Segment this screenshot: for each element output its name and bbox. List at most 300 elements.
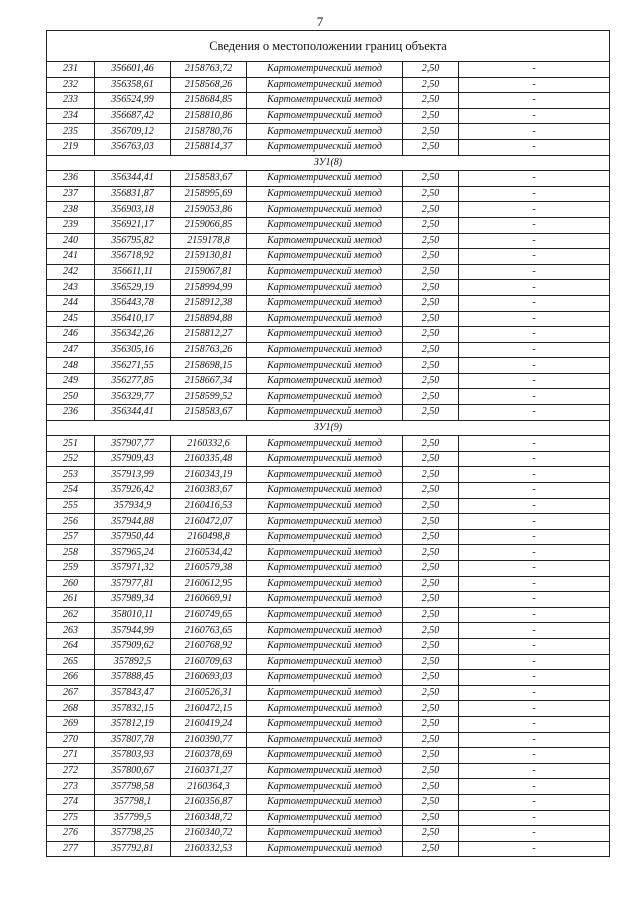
note-cell: - (459, 311, 610, 327)
point-number-cell: 261 (47, 592, 95, 608)
coordinate-y-cell: 2158583,67 (171, 171, 247, 187)
coordinate-y-cell: 2160612,95 (171, 576, 247, 592)
point-number-cell: 256 (47, 514, 95, 530)
point-number-cell: 257 (47, 529, 95, 545)
table-row (47, 280, 610, 296)
method-cell: Картометрический метод (247, 124, 403, 140)
coordinate-y-cell: 2160364,3 (171, 779, 247, 795)
coordinate-x-cell: 356763,03 (95, 139, 171, 155)
table-row (47, 233, 610, 249)
table-row (47, 592, 610, 608)
note-cell: - (459, 358, 610, 374)
coordinate-x-cell: 358010,11 (95, 607, 171, 623)
method-cell: Картометрический метод (247, 108, 403, 124)
coordinate-x-cell: 357812,19 (95, 716, 171, 732)
method-cell: Картометрический метод (247, 186, 403, 202)
coordinate-y-cell: 2158912,38 (171, 295, 247, 311)
coordinate-x-cell: 356305,16 (95, 342, 171, 358)
coordinate-y-cell: 2160378,69 (171, 748, 247, 764)
method-cell: Картометрический метод (247, 685, 403, 701)
accuracy-cell: 2,50 (403, 327, 459, 343)
note-cell: - (459, 498, 610, 514)
note-cell: - (459, 748, 610, 764)
accuracy-cell: 2,50 (403, 108, 459, 124)
accuracy-cell: 2,50 (403, 763, 459, 779)
table-row (47, 93, 610, 109)
coordinate-x-cell: 356921,17 (95, 217, 171, 233)
table-row (47, 451, 610, 467)
coordinate-y-cell: 2160472,07 (171, 514, 247, 530)
note-cell: - (459, 124, 610, 140)
coordinate-y-cell: 2160763,65 (171, 623, 247, 639)
table-row (47, 623, 610, 639)
note-cell: - (459, 826, 610, 842)
point-number-cell: 242 (47, 264, 95, 280)
accuracy-cell: 2,50 (403, 93, 459, 109)
point-number-cell: 231 (47, 62, 95, 78)
point-number-cell: 271 (47, 748, 95, 764)
coordinate-x-cell: 356443,78 (95, 295, 171, 311)
method-cell: Картометрический метод (247, 217, 403, 233)
accuracy-cell: 2,50 (403, 654, 459, 670)
accuracy-cell: 2,50 (403, 186, 459, 202)
method-cell: Картометрический метод (247, 202, 403, 218)
coordinate-x-cell: 357977,81 (95, 576, 171, 592)
accuracy-cell: 2,50 (403, 607, 459, 623)
note-cell: - (459, 217, 610, 233)
accuracy-cell: 2,50 (403, 810, 459, 826)
coordinate-x-cell: 356358,61 (95, 77, 171, 93)
note-cell: - (459, 108, 610, 124)
method-cell: Картометрический метод (247, 545, 403, 561)
coordinate-x-cell: 356687,42 (95, 108, 171, 124)
coordinate-x-cell: 356271,55 (95, 358, 171, 374)
note-cell: - (459, 545, 610, 561)
note-cell: - (459, 529, 610, 545)
coordinate-x-cell: 357798,1 (95, 794, 171, 810)
table-row (47, 607, 610, 623)
accuracy-cell: 2,50 (403, 405, 459, 421)
coordinate-y-cell: 2160416,53 (171, 498, 247, 514)
accuracy-cell: 2,50 (403, 436, 459, 452)
table-row (47, 62, 610, 78)
method-cell: Картометрический метод (247, 171, 403, 187)
table-row (47, 514, 610, 530)
point-number-cell: 265 (47, 654, 95, 670)
page-number: 7 (316, 14, 324, 29)
point-number-cell: 263 (47, 623, 95, 639)
coordinate-y-cell: 2158568,26 (171, 77, 247, 93)
point-number-cell: 249 (47, 373, 95, 389)
accuracy-cell: 2,50 (403, 483, 459, 499)
accuracy-cell: 2,50 (403, 623, 459, 639)
coordinate-x-cell: 356529,19 (95, 280, 171, 296)
coordinate-y-cell: 2160669,91 (171, 592, 247, 608)
point-number-cell: 259 (47, 561, 95, 577)
method-cell: Картометрический метод (247, 249, 403, 265)
coordinate-x-cell: 357965,24 (95, 545, 171, 561)
method-cell: Картометрический метод (247, 529, 403, 545)
note-cell: - (459, 327, 610, 343)
point-number-cell: 244 (47, 295, 95, 311)
coordinate-x-cell: 357934,9 (95, 498, 171, 514)
coordinate-y-cell: 2158995,69 (171, 186, 247, 202)
coordinate-y-cell: 2160749,65 (171, 607, 247, 623)
note-cell: - (459, 264, 610, 280)
coordinate-x-cell: 357971,32 (95, 561, 171, 577)
point-number-cell: 250 (47, 389, 95, 405)
table-row (47, 654, 610, 670)
table-row (47, 295, 610, 311)
method-cell: Картометрический метод (247, 233, 403, 249)
table-row (47, 810, 610, 826)
note-cell: - (459, 373, 610, 389)
table-row (47, 217, 610, 233)
method-cell: Картометрический метод (247, 748, 403, 764)
point-number-cell: 246 (47, 327, 95, 343)
coordinate-x-cell: 357832,15 (95, 701, 171, 717)
point-number-cell: 236 (47, 171, 95, 187)
table-row (47, 638, 610, 654)
accuracy-cell: 2,50 (403, 249, 459, 265)
accuracy-cell: 2,50 (403, 732, 459, 748)
method-cell: Картометрический метод (247, 405, 403, 421)
coordinate-y-cell: 2160356,87 (171, 794, 247, 810)
table-row (47, 826, 610, 842)
note-cell: - (459, 467, 610, 483)
point-number-cell: 251 (47, 436, 95, 452)
coordinate-x-cell: 356831,87 (95, 186, 171, 202)
coordinate-y-cell: 2158763,72 (171, 62, 247, 78)
note-cell: - (459, 810, 610, 826)
accuracy-cell: 2,50 (403, 264, 459, 280)
coordinate-y-cell: 2159130,81 (171, 249, 247, 265)
coordinate-x-cell: 357944,99 (95, 623, 171, 639)
method-cell: Картометрический метод (247, 93, 403, 109)
note-cell: - (459, 514, 610, 530)
point-number-cell: 264 (47, 638, 95, 654)
accuracy-cell: 2,50 (403, 124, 459, 140)
coordinate-x-cell: 357909,62 (95, 638, 171, 654)
accuracy-cell: 2,50 (403, 217, 459, 233)
note-cell: - (459, 202, 610, 218)
accuracy-cell: 2,50 (403, 638, 459, 654)
accuracy-cell: 2,50 (403, 342, 459, 358)
table-row (47, 794, 610, 810)
accuracy-cell: 2,50 (403, 139, 459, 155)
table-row (47, 327, 610, 343)
table-row (47, 498, 610, 514)
note-cell: - (459, 249, 610, 265)
table-row (47, 841, 610, 857)
point-number-cell: 234 (47, 108, 95, 124)
method-cell: Картометрический метод (247, 327, 403, 343)
coordinate-x-cell: 356524,99 (95, 93, 171, 109)
coordinate-x-cell: 356342,26 (95, 327, 171, 343)
accuracy-cell: 2,50 (403, 841, 459, 857)
note-cell: - (459, 93, 610, 109)
accuracy-cell: 2,50 (403, 311, 459, 327)
table-title: Сведения о местоположении границ объекта (47, 31, 610, 62)
note-cell: - (459, 670, 610, 686)
note-cell: - (459, 779, 610, 795)
section-label: ЗУ1(9) (47, 420, 610, 436)
point-number-cell: 236 (47, 405, 95, 421)
point-number-cell: 243 (47, 280, 95, 296)
coordinate-y-cell: 2160332,6 (171, 436, 247, 452)
coordinate-y-cell: 2160343,19 (171, 467, 247, 483)
note-cell: - (459, 732, 610, 748)
method-cell: Картометрический метод (247, 311, 403, 327)
coordinate-y-cell: 2160526,31 (171, 685, 247, 701)
coordinate-y-cell: 2160335,48 (171, 451, 247, 467)
point-number-cell: 241 (47, 249, 95, 265)
table-row (47, 763, 610, 779)
coordinate-y-cell: 2158812,27 (171, 327, 247, 343)
method-cell: Картометрический метод (247, 810, 403, 826)
method-cell: Картометрический метод (247, 623, 403, 639)
table-row (47, 436, 610, 452)
method-cell: Картометрический метод (247, 592, 403, 608)
point-number-cell: 267 (47, 685, 95, 701)
coordinate-x-cell: 357843,47 (95, 685, 171, 701)
table-row (47, 670, 610, 686)
note-cell: - (459, 576, 610, 592)
table-row (47, 186, 610, 202)
coordinate-x-cell: 357909,43 (95, 451, 171, 467)
accuracy-cell: 2,50 (403, 77, 459, 93)
note-cell: - (459, 763, 610, 779)
coordinate-y-cell: 2160419,24 (171, 716, 247, 732)
coordinate-y-cell: 2160534,42 (171, 545, 247, 561)
coordinate-x-cell: 357907,77 (95, 436, 171, 452)
coordinate-y-cell: 2159178,8 (171, 233, 247, 249)
accuracy-cell: 2,50 (403, 529, 459, 545)
accuracy-cell: 2,50 (403, 171, 459, 187)
accuracy-cell: 2,50 (403, 576, 459, 592)
point-number-cell: 274 (47, 794, 95, 810)
table-row (47, 405, 610, 421)
accuracy-cell: 2,50 (403, 561, 459, 577)
coordinate-y-cell: 2159067,81 (171, 264, 247, 280)
point-number-cell: 270 (47, 732, 95, 748)
accuracy-cell: 2,50 (403, 514, 459, 530)
coordinate-y-cell: 2158763,26 (171, 342, 247, 358)
point-number-cell: 262 (47, 607, 95, 623)
accuracy-cell: 2,50 (403, 748, 459, 764)
table-row (47, 264, 610, 280)
coordinate-y-cell: 2160383,67 (171, 483, 247, 499)
note-cell: - (459, 592, 610, 608)
coordinate-y-cell: 2160768,92 (171, 638, 247, 654)
coordinate-y-cell: 2160579,38 (171, 561, 247, 577)
boundary-table (46, 30, 610, 857)
point-number-cell: 273 (47, 779, 95, 795)
coordinate-y-cell: 2158894,88 (171, 311, 247, 327)
point-number-cell: 260 (47, 576, 95, 592)
point-number-cell: 258 (47, 545, 95, 561)
table-row (47, 467, 610, 483)
note-cell: - (459, 342, 610, 358)
method-cell: Картометрический метод (247, 451, 403, 467)
point-number-cell: 232 (47, 77, 95, 93)
point-number-cell: 277 (47, 841, 95, 857)
table-row (47, 389, 610, 405)
table-row (47, 779, 610, 795)
accuracy-cell: 2,50 (403, 467, 459, 483)
table-row (47, 202, 610, 218)
coordinate-y-cell: 2158583,67 (171, 405, 247, 421)
coordinate-x-cell: 356601,46 (95, 62, 171, 78)
coordinate-x-cell: 357807,78 (95, 732, 171, 748)
note-cell: - (459, 389, 610, 405)
note-cell: - (459, 483, 610, 499)
coordinate-y-cell: 2160340,72 (171, 826, 247, 842)
section-label: ЗУ1(8) (47, 155, 610, 171)
table-row (47, 561, 610, 577)
coordinate-y-cell: 2160709,63 (171, 654, 247, 670)
table-row (47, 108, 610, 124)
point-number-cell: 219 (47, 139, 95, 155)
accuracy-cell: 2,50 (403, 592, 459, 608)
coordinate-x-cell: 357989,34 (95, 592, 171, 608)
note-cell: - (459, 638, 610, 654)
point-number-cell: 245 (47, 311, 95, 327)
method-cell: Картометрический метод (247, 576, 403, 592)
table-title-row (47, 31, 610, 62)
accuracy-cell: 2,50 (403, 779, 459, 795)
method-cell: Картометрический метод (247, 701, 403, 717)
method-cell: Картометрический метод (247, 514, 403, 530)
method-cell: Картометрический метод (247, 77, 403, 93)
note-cell: - (459, 186, 610, 202)
coordinate-y-cell: 2158994,99 (171, 280, 247, 296)
accuracy-cell: 2,50 (403, 716, 459, 732)
table-row (47, 249, 610, 265)
method-cell: Картометрический метод (247, 139, 403, 155)
table-row (47, 529, 610, 545)
method-cell: Картометрический метод (247, 373, 403, 389)
coordinate-x-cell: 356344,41 (95, 405, 171, 421)
section-row (47, 420, 610, 436)
accuracy-cell: 2,50 (403, 451, 459, 467)
coordinate-x-cell: 357926,42 (95, 483, 171, 499)
coordinate-y-cell: 2158684,85 (171, 93, 247, 109)
note-cell: - (459, 451, 610, 467)
note-cell: - (459, 701, 610, 717)
coordinate-x-cell: 357892,5 (95, 654, 171, 670)
note-cell: - (459, 623, 610, 639)
point-number-cell: 276 (47, 826, 95, 842)
coordinate-x-cell: 356795,82 (95, 233, 171, 249)
coordinate-y-cell: 2158810,86 (171, 108, 247, 124)
point-number-cell: 235 (47, 124, 95, 140)
point-number-cell: 240 (47, 233, 95, 249)
accuracy-cell: 2,50 (403, 498, 459, 514)
accuracy-cell: 2,50 (403, 826, 459, 842)
accuracy-cell: 2,50 (403, 280, 459, 296)
accuracy-cell: 2,50 (403, 389, 459, 405)
point-number-cell: 253 (47, 467, 95, 483)
method-cell: Картометрический метод (247, 483, 403, 499)
note-cell: - (459, 139, 610, 155)
coordinate-x-cell: 357798,58 (95, 779, 171, 795)
method-cell: Картометрический метод (247, 389, 403, 405)
coordinate-y-cell: 2158698,15 (171, 358, 247, 374)
point-number-cell: 272 (47, 763, 95, 779)
coordinate-y-cell: 2160693,03 (171, 670, 247, 686)
accuracy-cell: 2,50 (403, 295, 459, 311)
accuracy-cell: 2,50 (403, 202, 459, 218)
coordinate-y-cell: 2159053,86 (171, 202, 247, 218)
note-cell: - (459, 171, 610, 187)
table-row (47, 311, 610, 327)
table-row (47, 342, 610, 358)
method-cell: Картометрический метод (247, 295, 403, 311)
note-cell: - (459, 607, 610, 623)
coordinate-x-cell: 357798,25 (95, 826, 171, 842)
coordinate-y-cell: 2158814,37 (171, 139, 247, 155)
coordinate-x-cell: 356709,12 (95, 124, 171, 140)
note-cell: - (459, 794, 610, 810)
method-cell: Картометрический метод (247, 498, 403, 514)
coordinate-x-cell: 357792,81 (95, 841, 171, 857)
accuracy-cell: 2,50 (403, 545, 459, 561)
method-cell: Картометрический метод (247, 670, 403, 686)
note-cell: - (459, 280, 610, 296)
coordinate-y-cell: 2160390,77 (171, 732, 247, 748)
method-cell: Картометрический метод (247, 654, 403, 670)
method-cell: Картометрический метод (247, 467, 403, 483)
method-cell: Картометрический метод (247, 638, 403, 654)
coordinate-y-cell: 2160348,72 (171, 810, 247, 826)
method-cell: Картометрический метод (247, 826, 403, 842)
coordinate-y-cell: 2158667,34 (171, 373, 247, 389)
accuracy-cell: 2,50 (403, 794, 459, 810)
table-row (47, 139, 610, 155)
accuracy-cell: 2,50 (403, 701, 459, 717)
method-cell: Картометрический метод (247, 358, 403, 374)
accuracy-cell: 2,50 (403, 373, 459, 389)
note-cell: - (459, 233, 610, 249)
method-cell: Картометрический метод (247, 342, 403, 358)
method-cell: Картометрический метод (247, 561, 403, 577)
point-number-cell: 269 (47, 716, 95, 732)
table-row (47, 748, 610, 764)
method-cell: Картометрический метод (247, 716, 403, 732)
coordinate-x-cell: 357800,67 (95, 763, 171, 779)
coordinate-x-cell: 356611,11 (95, 264, 171, 280)
coordinate-x-cell: 356344,41 (95, 171, 171, 187)
accuracy-cell: 2,50 (403, 670, 459, 686)
table-row (47, 701, 610, 717)
coordinate-x-cell: 357803,93 (95, 748, 171, 764)
method-cell: Картометрический метод (247, 732, 403, 748)
coordinate-x-cell: 356277,85 (95, 373, 171, 389)
point-number-cell: 266 (47, 670, 95, 686)
point-number-cell: 252 (47, 451, 95, 467)
method-cell: Картометрический метод (247, 779, 403, 795)
coordinate-x-cell: 357799,5 (95, 810, 171, 826)
note-cell: - (459, 561, 610, 577)
coordinate-y-cell: 2160371,27 (171, 763, 247, 779)
note-cell: - (459, 654, 610, 670)
coordinate-y-cell: 2160472,15 (171, 701, 247, 717)
note-cell: - (459, 62, 610, 78)
accuracy-cell: 2,50 (403, 233, 459, 249)
table-row (47, 732, 610, 748)
point-number-cell: 239 (47, 217, 95, 233)
